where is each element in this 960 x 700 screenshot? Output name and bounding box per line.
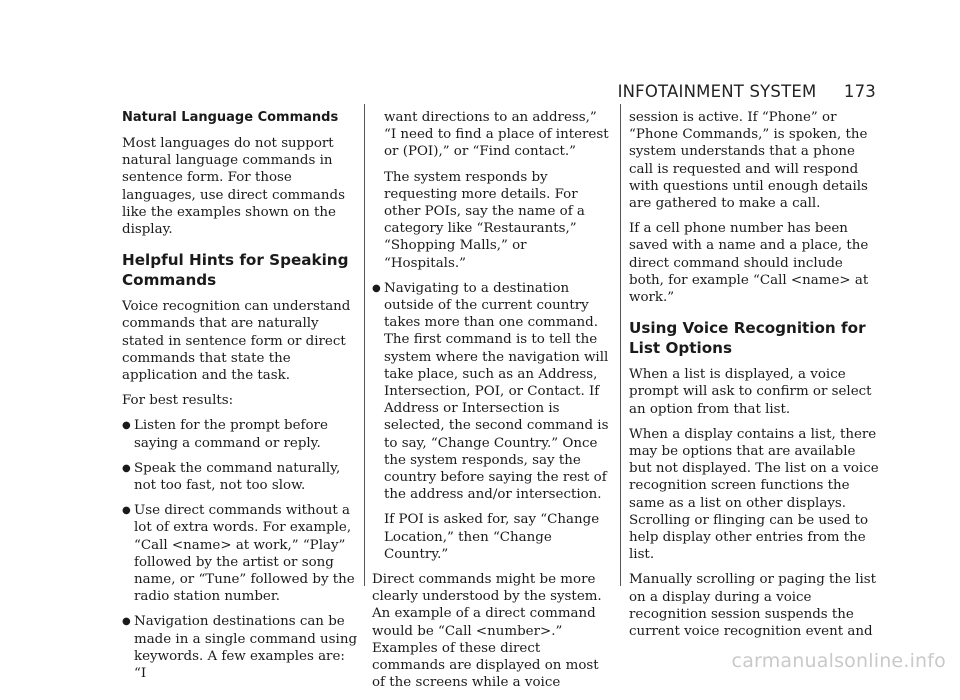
section-title: INFOTAINMENT SYSTEM <box>617 82 817 101</box>
column-3 <box>629 109 879 648</box>
column-divider-1 <box>364 104 365 586</box>
paragraph-best-results: For best results: <box>122 393 234 409</box>
bullet-icon: ● <box>122 420 131 432</box>
paragraph-system-responds: The system responds by requesting more details. For other POIs, say the name of a category like “Restaurants,” “Shopping Malls,” or “Hospitals.” <box>384 169 585 271</box>
paragraph-cell-phone: If a cell phone number has been saved with a name and a place, the direct command should include both, for example “Call <name> at work.” <box>629 221 869 306</box>
column-1 <box>122 109 358 690</box>
column-divider-2 <box>620 104 621 586</box>
column-2 <box>372 109 612 700</box>
paragraph-poi: If POI is asked for, say “Change Location,” then “Change Country.” <box>384 512 600 562</box>
paragraph-manual-scrolling: Manually scrolling or paging the list on a display during a voice recognition session suspends the current voice recognition event and <box>629 572 877 640</box>
list-item: ● Navigation destinations can be made in a single command using keywords. A few examples are: “I <box>122 614 358 682</box>
list-item: ● Speak the command naturally, not too fast, not too slow. <box>122 460 341 494</box>
paragraph-list-displayed: When a list is displayed, a voice prompt will ask to confirm or select an option from that list. <box>629 367 872 417</box>
paragraph-natural-language: Most languages do not support natural language commands in sentence form. For those languages, use direct commands like the examples shown on the display. <box>122 136 345 238</box>
paragraph-list-options: When a display contains a list, there may be options that are available but not displayed. The list on a voice recognition screen functions the same as a list on other displays. Scrolling or flinging can be used to help display other entries from the list. <box>629 426 879 563</box>
paragraph-direct-commands: Direct commands might be more clearly understood by the system. An example of a direct command would be “Call <number>.” Examples of these direct commands are displayed on most of the screens while a voice <box>372 572 602 691</box>
bullet-icon: ● <box>122 462 131 474</box>
list-item: ● Navigating to a destination outside of the current country takes more than one command. The first command is to tell the system where the navigation will take place, such as an Address, Intersection, POI, or Contact. If Address or Intersection is selected, the second command is to say, “Change Country.” Once the system responds, say the country before saying the rest of the address and/or intersection. <box>372 280 609 503</box>
paragraph-hints: Voice recognition can understand commands that are naturally stated in sentence form or direct commands that state the application and the task. <box>122 299 351 384</box>
heading-natural-language: Natural Language Commands <box>122 110 339 125</box>
paragraph-session-active: session is active. If “Phone” or “Phone Commands,” is spoken, the system understands that a phone call is requested and will respond with questions until enough details are gathered to make a call. <box>629 110 868 212</box>
heading-helpful-hints: Helpful Hints for Speaking Commands <box>122 251 349 290</box>
watermark: carmanualsonline.info <box>731 650 946 672</box>
bullet-icon: ● <box>372 282 381 294</box>
paragraph-continued: want directions to an address,” “I need to find a place of interest or (POI),” or “Find contact.” <box>384 110 609 160</box>
heading-list-options: Using Voice Recognition for List Options <box>629 319 866 358</box>
list-item: ● Listen for the prompt before saying a command or reply. <box>122 418 328 451</box>
bullet-icon: ● <box>122 616 131 628</box>
page-header <box>618 82 876 101</box>
page-number: 173 <box>843 82 876 101</box>
bullet-icon: ● <box>122 505 131 517</box>
list-item: ● Use direct commands without a lot of extra words. For example, “Call <name> at work,” “Play” followed by the artist or song name, or “Tune” followed by the radio station number. <box>122 503 355 605</box>
